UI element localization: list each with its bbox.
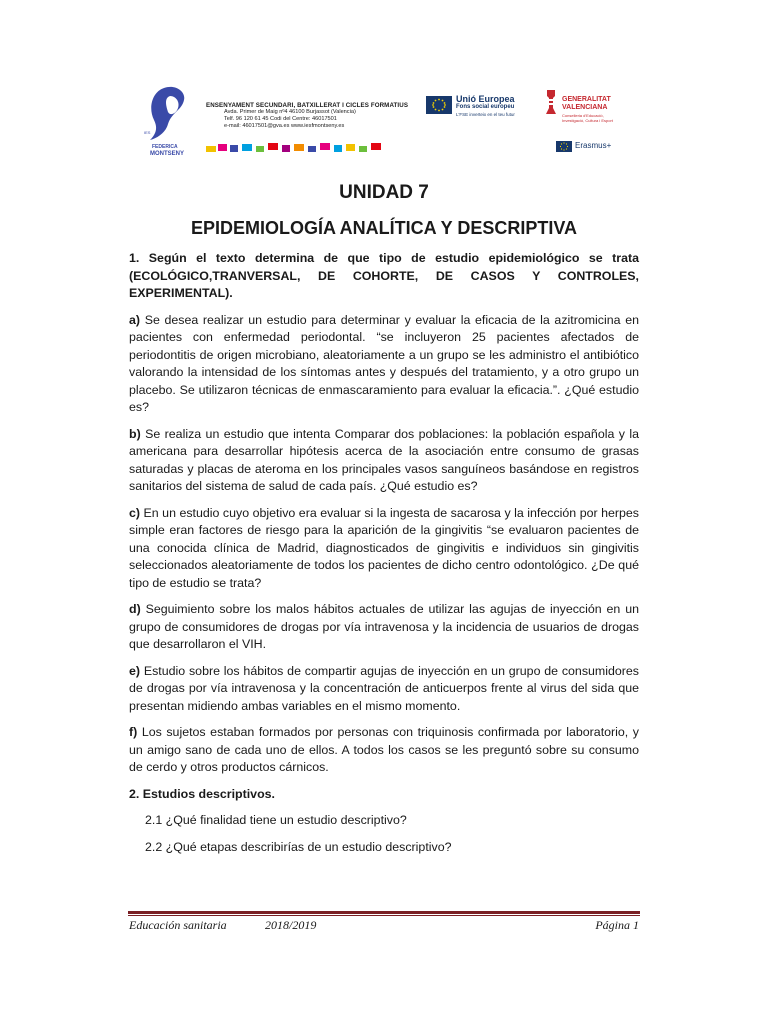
question-1e: e) Estudio sobre los hábitos de compartir agujas de inyección en un grupo de consumidores de drogas por vía intravenosa y la concentración de anticuerpos frente al virus del sida que presentan midiendo ambas variables en el mismo momento. bbox=[129, 663, 639, 713]
footer-rule bbox=[128, 911, 640, 914]
question-1-prompt: 1. Según el texto determina de que tipo de estudio epidemiológico se trata (ECOLÓGICO,TRANVERSAL, DE COHORTE, DE CASOS Y CONTROLES, EXPERIMENTAL). bbox=[129, 251, 639, 300]
question-2-2: 2.2 ¿Qué etapas describirías de un estudio descriptivo? bbox=[145, 839, 452, 854]
footer-year: 2018/2019 bbox=[265, 918, 317, 932]
footer-page-number: Página 1 bbox=[595, 918, 639, 932]
generalitat-emblem-icon bbox=[544, 88, 558, 118]
question-1d: d) Seguimiento sobre los malos hábitos actuales de utilizar las agujas de inyección en un grupo de consumidores de drogas por vía intravenosa y la incidencia de usuarios de drogas que desarrollaron el VIH. bbox=[129, 602, 639, 651]
erasmus-flag-icon bbox=[556, 141, 572, 152]
school-info bbox=[206, 102, 416, 130]
school-logo bbox=[142, 82, 202, 162]
page-footer bbox=[129, 918, 639, 934]
school-phone: Telf. 96 120 61 45 Codi del Centre: 46017501 bbox=[224, 116, 337, 122]
erasmus-logo bbox=[556, 140, 646, 154]
color-stripes-decoration bbox=[206, 140, 406, 154]
generalitat-logo bbox=[540, 88, 640, 128]
letterhead bbox=[128, 82, 640, 162]
footer-rule-thin bbox=[128, 915, 640, 916]
question-1a: a) Se desea realizar un estudio para determinar y evaluar la eficacia de la azitromicina en pacientes con enfermedad periodontal. “se incluyeron 25 pacientes afectados de periodontitis de origen microbiano, aleatoriamente a un grupo se les administro el antibiótico valorando la intensidad de los síntomas antes y después del tratamiento, y a otro grupo un placebo. Se utilizaron técnicas de enmascaramiento para evaluar la eficacia.”. ¿Qué estudio es? bbox=[129, 312, 639, 414]
svg-text:FEDERICA: FEDERICA bbox=[152, 144, 178, 150]
unit-title: UNIDAD 7 bbox=[339, 182, 429, 203]
question-1c: c) En un estudio cuyo objetivo era evaluar si la ingesta de sacarosa y la infección por herpes simple eran factores de riesgo para la aparición de la gingivitis “se evaluaron pacientes de una conocida clínica de Madrid, diagnosticados de gingivitis e individuos sin gingivitis seleccionados aleatoriamente de todos los pacientes de dicho centro odontológico. ¿De qué tipo de estudio se trata? bbox=[129, 505, 639, 590]
document-title: EPIDEMIOLOGÍA ANALÍTICA Y DESCRIPTIVA bbox=[190, 218, 578, 238]
question-1f: f) Los sujetos estaban formados por personas con triquinosis confirmada por laboratorio, y un amigo sano de cada uno de ellos. A todos los casos se les preguntó sobre su consumo de cerdo y otros productos cárnicos. bbox=[129, 725, 639, 774]
question-1b: b) Se realiza un estudio que intenta Comparar dos poblaciones: la población española y la americana para desarrollar hipótesis acerca de la asociación entre consumo de grasas saturadas y placas de ateroma en los principales vasos sanguíneos basándose en registros sanitarios del sistema de salud de cada país. ¿Qué estudio es? bbox=[129, 426, 639, 493]
svg-text:IES: IES bbox=[144, 130, 151, 135]
eu-flag-icon bbox=[426, 96, 452, 114]
generalitat-title: GENERALITAT VALENCIANA bbox=[562, 96, 611, 111]
footer-subject: Educación sanitaria bbox=[129, 918, 227, 932]
school-address: Avda. Primer de Maig nº4 46100 Burjassot (Valencia) bbox=[224, 109, 356, 115]
school-name: ENSENYAMENT SECUNDARI, BATXILLERAT I CICLES FORMATIUS bbox=[206, 102, 409, 109]
eu-logo bbox=[426, 94, 536, 120]
school-email: e-mail: 46017501@gva.es www.iesfmontseny.es bbox=[224, 123, 345, 129]
eu-title: Unió Europea bbox=[456, 94, 515, 104]
erasmus-label: Erasmus+ bbox=[575, 141, 612, 150]
eu-tagline: L'FSE inverteix en el teu futur bbox=[456, 112, 515, 117]
eu-subtitle: Fons social europeu bbox=[456, 104, 515, 110]
question-2-1: 2.1 ¿Qué finalidad tiene un estudio descriptivo? bbox=[145, 813, 407, 827]
svg-text:MONTSENY: MONTSENY bbox=[150, 151, 185, 157]
question-2-heading: 2. Estudios descriptivos. bbox=[129, 786, 275, 801]
document-body bbox=[129, 250, 639, 865]
generalitat-department: Conselleria d'Educació, Investigació, Cultura i Esport bbox=[562, 113, 613, 123]
